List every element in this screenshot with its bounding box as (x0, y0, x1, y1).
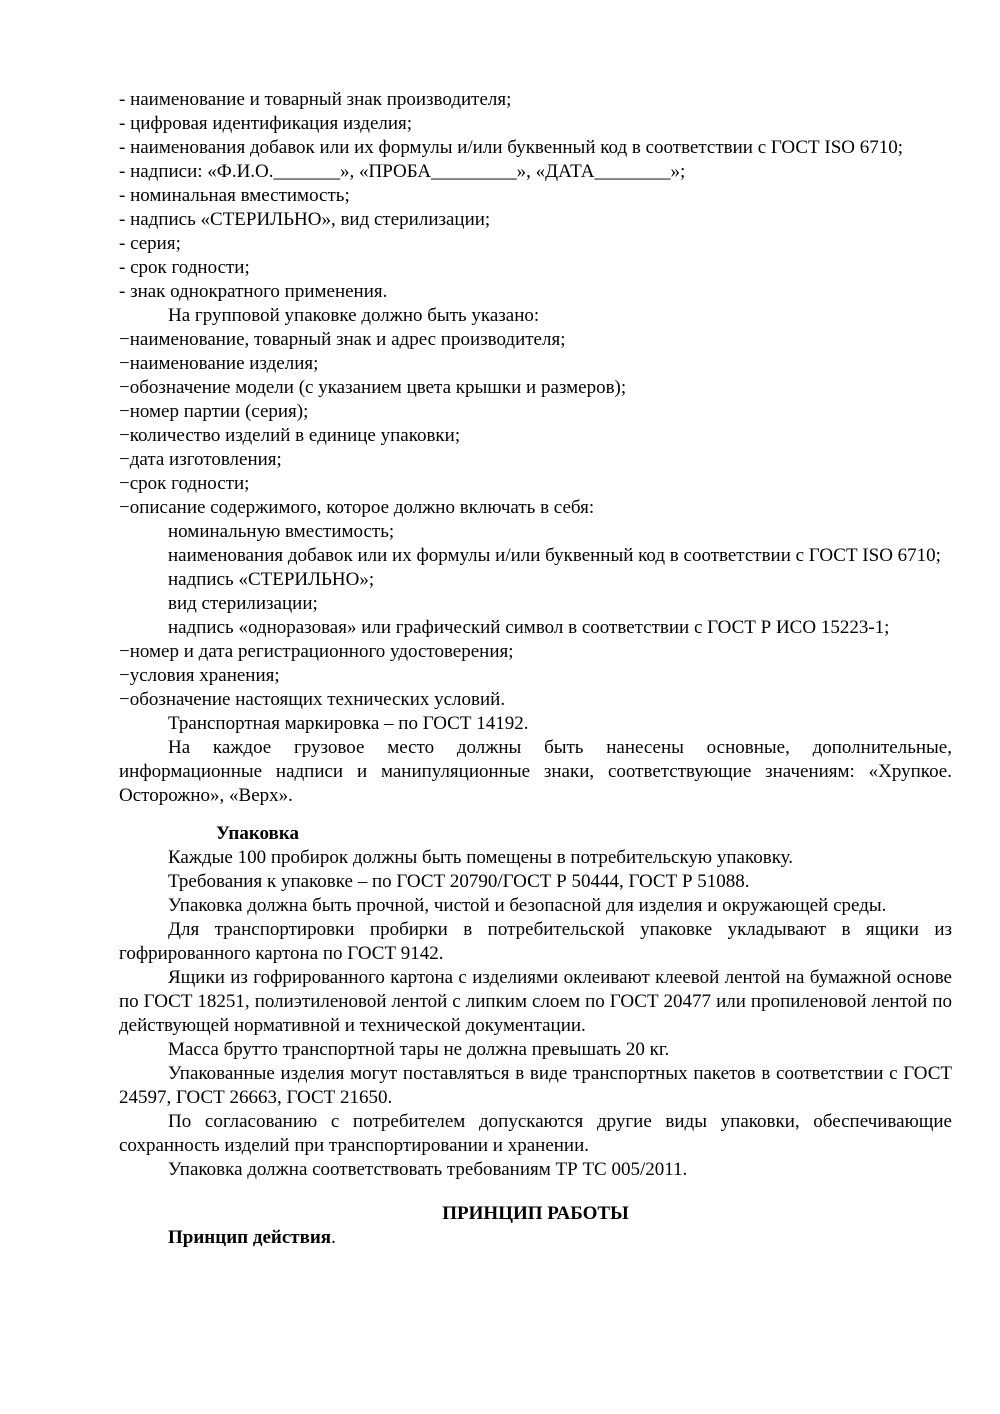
marking-list-item: - срок годности; (119, 257, 250, 278)
marking-list-item: - серия; (119, 233, 181, 254)
paragraph: Транспортная маркировка – по ГОСТ 14192. (168, 713, 529, 734)
contents-subitem: вид стерилизации; (168, 593, 318, 614)
paragraph: Каждые 100 пробирок должны быть помещены в потребительскую упаковку. (168, 847, 794, 868)
marking-list-item: - надпись «СТЕРИЛЬНО», вид стерилизации; (119, 209, 491, 230)
paragraph: Для транспортировки пробирки в потребительской упаковке укладывают в ящики из гофрированного картона по ГОСТ 9142. (119, 919, 952, 964)
paragraph: По согласованию с потребителем допускаются другие виды упаковки, обеспечивающие сохранность изделий при транспортировании и хранении. (119, 1111, 952, 1156)
group-marking-list-item: −номер партии (серия); (119, 401, 309, 422)
contents-subitem: наименования добавок или их формулы и/или буквенный код в соответствии с ГОСТ ISO 6710; (168, 545, 941, 566)
paragraph: Упаковка должна соответствовать требованиям ТР ТС 005/2011. (168, 1159, 688, 1180)
paragraph: Требования к упаковке – по ГОСТ 20790/ГОСТ Р 50444, ГОСТ Р 51088. (168, 871, 750, 892)
marking-list-item: - наименования добавок или их формулы и/или буквенный код в соответствии с ГОСТ ISO 6710; (119, 137, 904, 158)
group-marking-list-item: −срок годности; (119, 473, 250, 494)
group-marking-list-item: −наименование изделия; (119, 353, 319, 374)
paragraph: Упаковка должна быть прочной, чистой и безопасной для изделия и окружающей среды. (168, 895, 887, 916)
section-title-principle: ПРИНЦИП РАБОТЫ (442, 1203, 629, 1224)
marking-list-item: - номинальная вместимость; (119, 185, 350, 206)
contents-subitem: надпись «СТЕРИЛЬНО»; (168, 569, 375, 590)
principle-lead-paragraph (119, 1226, 952, 1250)
section-heading-packaging: Упаковка (216, 823, 299, 844)
paragraph: Масса брутто транспортной тары не должна превышать 20 кг. (168, 1039, 670, 1060)
group-marking-list-item: −номер и дата регистрационного удостоверения; (119, 641, 514, 662)
contents-subitem: надпись «одноразовая» или графический символ в соответствии с ГОСТ Р ИСО 15223-1; (168, 617, 890, 638)
paragraph: Ящики из гофрированного картона с изделиями оклеивают клеевой лентой на бумажной основе по ГОСТ 18251, полиэтиленовой лентой с липким слоем по ГОСТ 20477 или пропиленовой лентой по действующей нормативной и технической документации. (119, 967, 952, 1036)
group-marking-list-item: −дата изготовления; (119, 449, 282, 470)
principle-lead-rest: . (331, 1227, 336, 1248)
marking-list-item: - наименование и товарный знак производителя; (119, 89, 512, 110)
group-marking-list-item: −обозначение настоящих технических условий. (119, 689, 506, 710)
marking-list-item: - надписи: «Ф.И.О._______», «ПРОБА_________», «ДАТА________»; (119, 161, 686, 182)
contents-subitem: номинальную вместимость; (168, 521, 395, 542)
principle-lead-bold: Принцип действия (168, 1227, 332, 1248)
group-marking-list-item: −количество изделий в единице упаковки; (119, 425, 461, 446)
group-marking-list-item: −условия хранения; (119, 665, 280, 686)
group-marking-list-item: −обозначение модели (с указанием цвета крышки и размеров); (119, 377, 627, 398)
paragraph: Упакованные изделия могут поставляться в виде транспортных пакетов в соответствии с ГОСТ 24597, ГОСТ 26663, ГОСТ 21650. (119, 1063, 952, 1108)
paragraph: На каждое грузовое место должны быть нанесены основные, дополнительные, информационные надписи и манипуляционные знаки, соответствующие значениям: «Хрупкое. Осторожно», «Верх». (119, 737, 952, 806)
marking-list-item: - знак однократного применения. (119, 281, 388, 302)
marking-list-item: - цифровая идентификация изделия; (119, 113, 413, 134)
group-marking-list-item: −наименование, товарный знак и адрес производителя; (119, 329, 566, 350)
group-marking-list-item: −описание содержимого, которое должно включать в себя: (119, 497, 595, 518)
group-marking-intro: На групповой упаковке должно быть указано: (168, 305, 540, 326)
